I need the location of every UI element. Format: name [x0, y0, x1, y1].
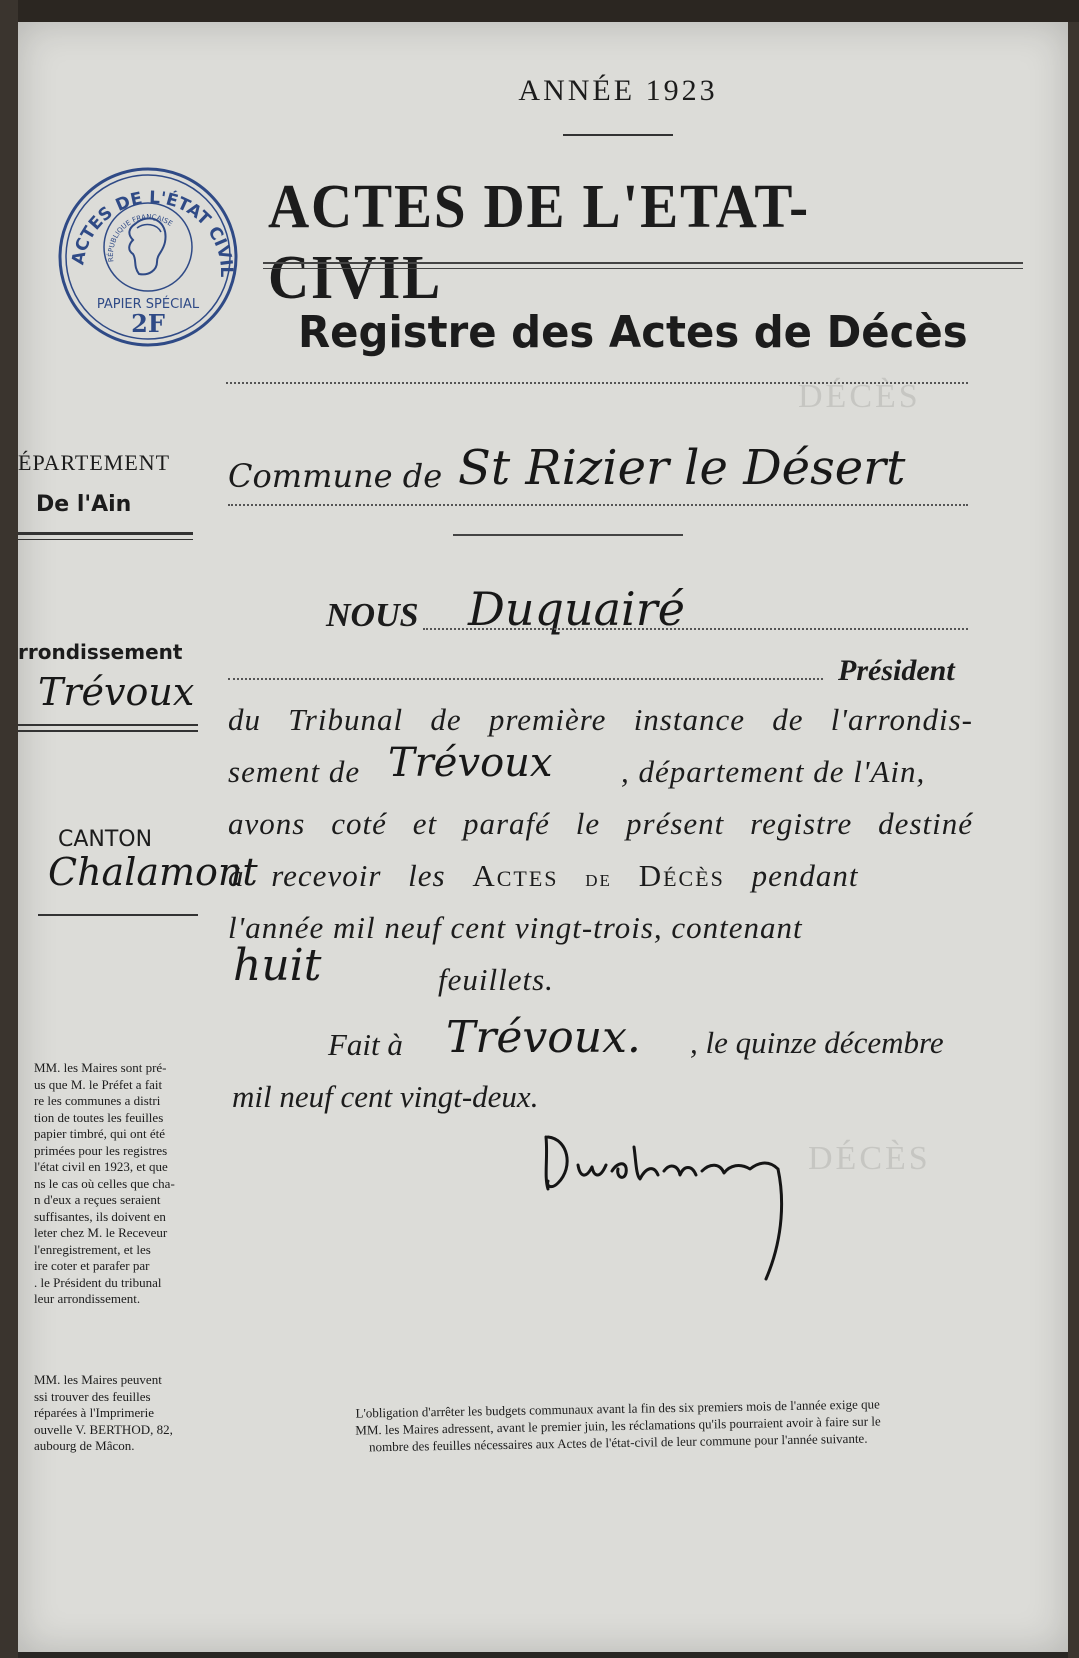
stamp-seal-icon — [53, 162, 243, 352]
notice-line: tion de toutes les feuilles — [34, 1109, 164, 1125]
arrondissement-value: Trévoux — [38, 670, 195, 714]
notice-line: MM. les Maires peuvent — [34, 1372, 162, 1387]
footer-line: MM. les Maires adressent, avant le premier juin, les réclamations qu'ils pourraient avoir à faire sur le — [355, 1413, 881, 1438]
mayors-notice — [34, 1060, 214, 1308]
department-rule — [18, 532, 193, 540]
notice-line: ire coter et parafer par — [34, 1258, 150, 1273]
canton-value: Chalamont — [48, 850, 258, 894]
de-word: de — [585, 866, 612, 892]
notice-line: ssi trouver des feuilles — [34, 1388, 151, 1404]
deces-word: Décès — [638, 858, 725, 893]
svg-text:ACTES DE L'ÉTAT CIVIL — [68, 188, 236, 278]
official-stamp — [53, 162, 243, 352]
nous-label: NOUS — [326, 597, 419, 634]
commune-short-rule — [453, 534, 683, 536]
notice-line: us que M. le Préfet a fait — [34, 1076, 163, 1092]
body-line-5: l'année mil neuf cent vingt-trois, contenant — [228, 910, 803, 945]
actes-word: Actes — [472, 858, 559, 893]
notice-line: suffisantes, ils doivent en — [34, 1208, 166, 1224]
arrondissement-label: rrondissement — [18, 640, 183, 664]
signature-icon — [538, 1117, 798, 1287]
body-line-1: du Tribunal de première instance de l'arrondis- — [228, 702, 973, 737]
president-signature — [538, 1117, 798, 1287]
stamp-inner-text: RÉPUBLIQUE FRANÇAISE — [106, 213, 174, 263]
commune-dotted-rule — [228, 504, 968, 506]
stamp-paper-text: PAPIER SPÉCIAL — [96, 297, 200, 312]
book-top-edge — [0, 0, 1079, 22]
fait-place-value: Trévoux. — [446, 1012, 641, 1063]
year-underline — [563, 134, 673, 136]
sheet-count-suffix: feuillets. — [438, 962, 554, 997]
body-line-2-prefix: sement de — [228, 754, 361, 789]
footer-line: L'obligation d'arrêter les budgets communaux avant la fin des six premiers mois de l'année exige que — [355, 1396, 880, 1421]
body-line-4-suffix: pendant — [751, 858, 859, 893]
budget-footer-notice — [248, 1394, 989, 1458]
notice-line: MM. les Maires sont pré- — [34, 1060, 167, 1075]
notice-line: re les communes a distri — [34, 1093, 161, 1108]
printer-notice — [34, 1372, 214, 1455]
president-label: Président — [838, 654, 955, 687]
page-title: ACTES DE L'ETAT-CIVIL — [268, 173, 810, 312]
notice-line: l'état civil en 1923, et que — [34, 1159, 168, 1174]
year-heading: ANNÉE 1923 — [518, 74, 718, 107]
department-value: De l'Ain — [36, 492, 132, 517]
register-page — [18, 22, 1068, 1652]
nous-dotted-rule — [423, 628, 968, 630]
notice-line: leur arrondissement. — [34, 1291, 141, 1306]
nous-value: Duquairé — [468, 582, 685, 636]
register-subtitle: Registre des Actes de Décès — [298, 307, 968, 358]
department-label: ÉPARTEMENT — [18, 450, 171, 475]
notice-line: réparées à l'Imprimerie — [34, 1405, 154, 1420]
show-through-text-bottom: DÉCÈS — [808, 1140, 931, 1177]
book-spine — [0, 0, 18, 1658]
notice-line: primées pour les registres — [34, 1142, 168, 1158]
show-through-text-top: DÉCÈS — [798, 378, 921, 415]
commune-value: St Rizier le Désert — [458, 440, 906, 496]
notice-line: ns le cas où celles que cha- — [34, 1175, 175, 1191]
notice-line: ouvelle V. BERTHOD, 82, — [34, 1421, 173, 1437]
title-double-rule — [263, 262, 1023, 269]
sheet-count-value: huit — [233, 940, 322, 991]
book-right-edge — [1068, 22, 1079, 1658]
stamp-price-text: 2F — [131, 309, 165, 338]
fait-label: Fait à — [328, 1027, 403, 1062]
fait-year: mil neuf cent vingt-deux. — [232, 1079, 539, 1114]
body-line-4 — [228, 858, 973, 894]
fait-date: , le quinze décembre — [690, 1025, 944, 1060]
tribunal-city-value: Trévoux — [388, 740, 553, 786]
notice-line: . le Président du tribunal — [34, 1274, 162, 1290]
subtitle-dotted-rule — [226, 382, 968, 384]
canton-rule — [38, 914, 198, 916]
canton-label: CANTON — [58, 827, 153, 852]
notice-line: l'enregistrement, et les — [34, 1241, 151, 1257]
notice-line: leter chez M. le Receveur — [34, 1225, 168, 1240]
body-line-2-suffix: , département de l'Ain, — [621, 754, 926, 789]
president-dotted-rule — [228, 678, 823, 680]
body-line-3: avons coté et parafé le présent registre destiné — [228, 806, 973, 841]
body-line-4-prefix: à recevoir les — [228, 858, 446, 893]
footer-line: nombre des feuilles nécessaires aux Actes de l'état-civil de leur commune pour l'année suivante. — [368, 1430, 868, 1455]
notice-line: aubourg de Mâcon. — [34, 1438, 135, 1453]
notice-line: n d'eux a reçues seraient — [34, 1192, 161, 1207]
stamp-ring-text: ACTES DE L'ÉTAT CIVIL — [68, 187, 237, 278]
commune-label: Commune de — [228, 457, 443, 495]
arrondissement-rule — [18, 724, 198, 732]
notice-line: papier timbré, qui ont été — [34, 1126, 166, 1141]
